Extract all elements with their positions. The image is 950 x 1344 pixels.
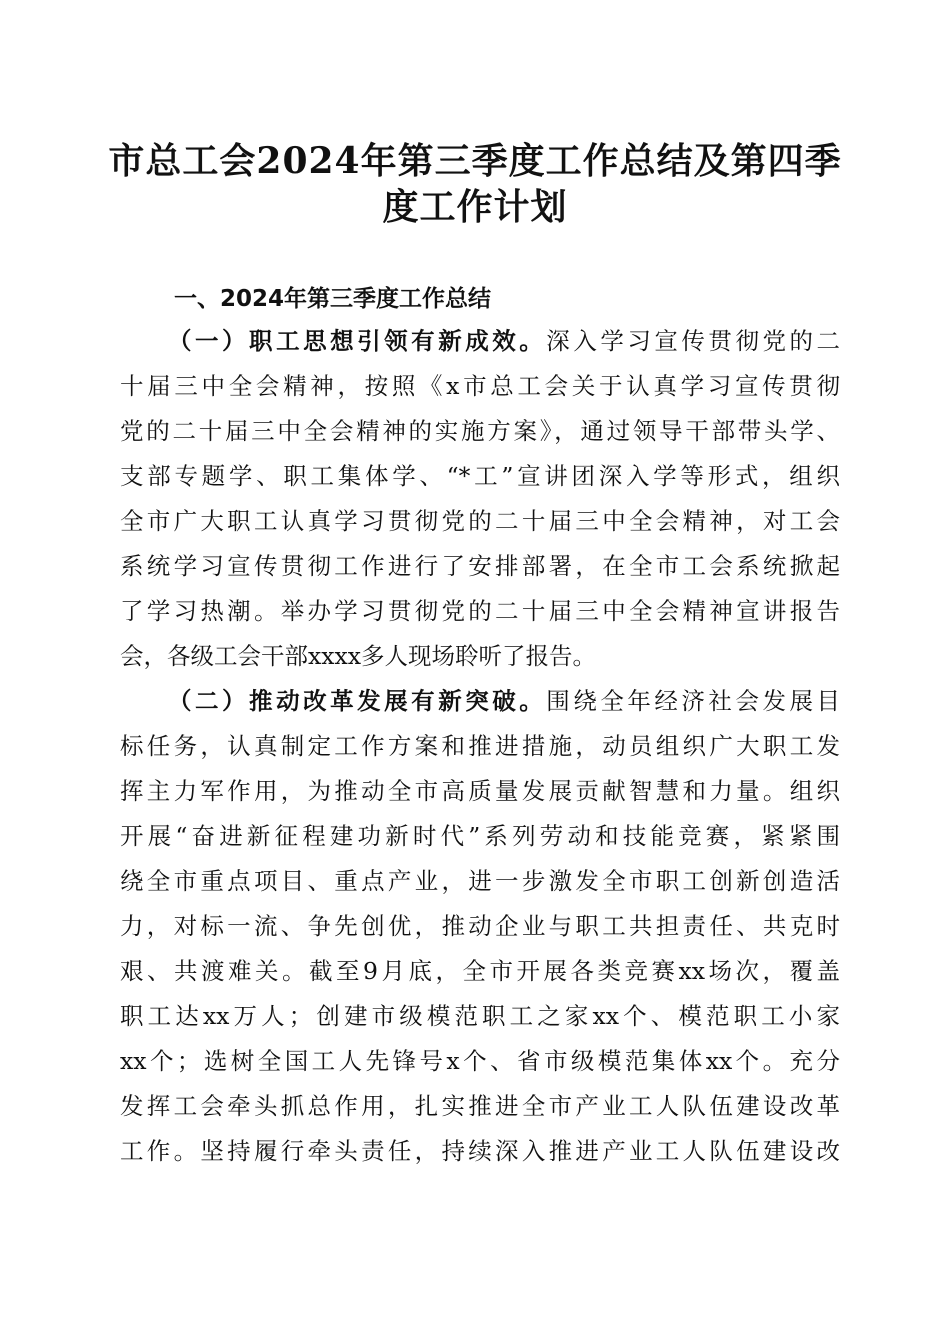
- paragraph-2-line-5: 绕全市重点项目、重点产业，进一步激发全市职工创新创造活: [120, 867, 840, 895]
- paragraph-2-line-10: 发挥工会牵头抓总作用，扎实推进全市产业工人队伍建设改革: [120, 1092, 840, 1120]
- paragraph-1-line-1: [168, 326, 840, 356]
- paragraph-2-line-1-text: 围绕全年经济社会发展目: [546, 687, 841, 715]
- paragraph-2-line-7: 艰、共渡难关。截至9月底，全市开展各类竞赛xx场次，覆盖: [120, 957, 840, 985]
- paragraph-1-line-1-text: 深入学习宣传贯彻党的二: [546, 327, 841, 355]
- document-title-line-2: 度工作计划: [382, 186, 568, 228]
- paragraph-1-line-5: 全市广大职工认真学习贯彻党的二十届三中全会精神，对工会: [120, 507, 840, 535]
- paragraph-1-subheading: （一）职工思想引领有新成效。: [168, 327, 547, 355]
- paragraph-1-line-3: 党的二十届三中全会精神的实施方案》，通过领导干部带头学、: [120, 417, 840, 445]
- section-heading: 一、2024年第三季度工作总结: [174, 286, 492, 312]
- paragraph-2-line-1: [168, 686, 840, 716]
- paragraph-2-line-8: 职工达xx万人；创建市级模范职工之家xx个、模范职工小家: [120, 1002, 840, 1030]
- paragraph-1-line-8: 会，各级工会干部xxxx多人现场聆听了报告。: [120, 642, 597, 670]
- paragraph-1-line-2: 十届三中全会精神，按照《x市总工会关于认真学习宣传贯彻: [120, 372, 840, 400]
- paragraph-2-subheading: （二）推动改革发展有新突破。: [168, 687, 547, 715]
- document-title-line-1: 市总工会2024年第三季度工作总结及第四季: [108, 140, 842, 182]
- paragraph-2-line-9: xx个；选树全国工人先锋号x个、省市级模范集体xx个。充分: [120, 1047, 840, 1075]
- paragraph-2-line-11: 工作。坚持履行牵头责任，持续深入推进产业工人队伍建设改: [120, 1137, 840, 1165]
- paragraph-2-line-3: 挥主力军作用，为推动全市高质量发展贡献智慧和力量。组织: [120, 777, 840, 805]
- paragraph-1-line-6: 系统学习宣传贯彻工作进行了安排部署，在全市工会系统掀起: [120, 552, 840, 580]
- paragraph-1-line-4: 支部专题学、职工集体学、“*工”宣讲团深入学等形式，组织: [120, 462, 840, 490]
- paragraph-1-line-7: 了学习热潮。举办学习贯彻党的二十届三中全会精神宣讲报告: [120, 597, 840, 625]
- paragraph-2-line-2: 标任务，认真制定工作方案和推进措施，动员组织广大职工发: [120, 732, 840, 760]
- paragraph-2-line-4: 开展“奋进新征程建功新时代”系列劳动和技能竞赛，紧紧围: [120, 822, 840, 850]
- paragraph-2-line-6: 力，对标一流、争先创优，推动企业与职工共担责任、共克时: [120, 912, 840, 940]
